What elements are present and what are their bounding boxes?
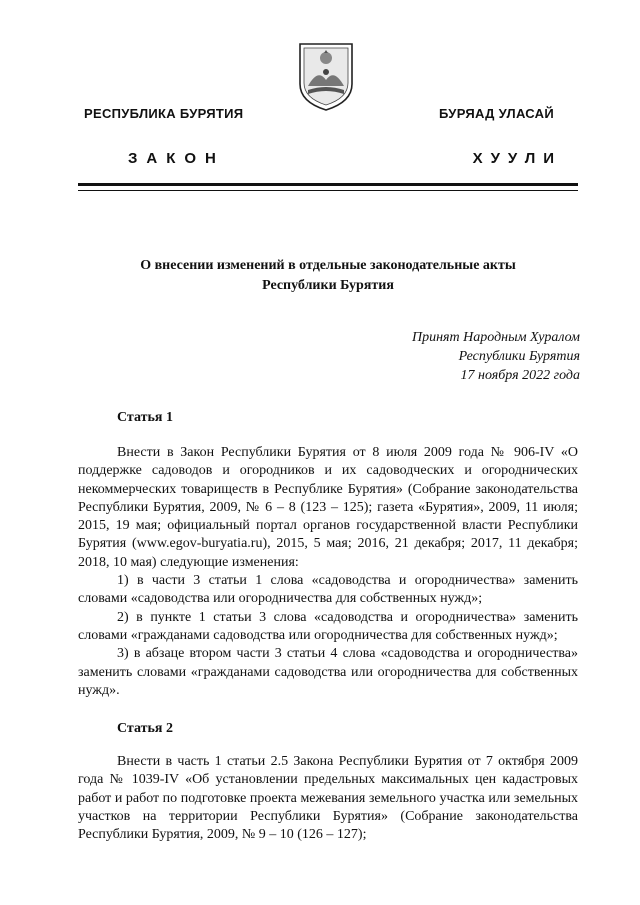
header-divider-thick bbox=[78, 183, 578, 186]
republic-name-bua: БУРЯАД УЛАСАЙ bbox=[438, 106, 554, 121]
document-title bbox=[78, 256, 578, 296]
title-line-2: Республики Бурятия bbox=[262, 278, 394, 293]
adoption-date: 17 ноября 2022 года bbox=[460, 368, 580, 383]
article-1-intro: Внести в Закон Республики Бурятия от 8 июля 2009 года № 906-IV «О поддержке садоводов и огородников и их садоводческих и огороднических некоммерческих товариществ в Республике Бурятия» (Собрание законодательства Республики Бурятия, 2009, № 6 – 8 (123 – 125); газета «Бурятия», 2009, 11 июля; 2015, 19 мая; официальный портал органов государственной власти Республики Бурятия (www.egov-buryatia.ru), 2015, 5 мая; 2016, 21 декабря; 2017, 11 декабря; 2018, 10 мая) следующие изменения: bbox=[78, 445, 578, 570]
article-2-body bbox=[78, 753, 578, 844]
republic-name-ru: РЕСПУБЛИКА БУРЯТИЯ bbox=[84, 106, 244, 121]
title-line-1: О внесении изменений в отдельные законодательные акты bbox=[140, 258, 516, 273]
article-1-item-2: 2) в пункте 1 статьи 3 слова «садоводства и огородничества» заменить словами «гражданами садоводства или огородничества для собственных нужд»; bbox=[78, 609, 578, 643]
law-label-ru: ЗАКОН bbox=[128, 150, 225, 167]
coat-of-arms-icon bbox=[296, 40, 356, 112]
article-1-heading: Статья 1 bbox=[117, 410, 173, 425]
adoption-line-1: Принят Народным Хуралом bbox=[411, 330, 580, 345]
article-1-item-1: 1) в части 3 статьи 1 слова «садоводства и огородничества» заменить словами «садоводства или огородничества для собственных нужд»; bbox=[78, 573, 578, 607]
header-divider-thin bbox=[78, 190, 578, 191]
article-1-body bbox=[78, 444, 578, 700]
adoption-note bbox=[412, 328, 580, 385]
adoption-line-2: Республики Бурятия bbox=[458, 349, 580, 364]
law-label-bua: ХУУЛИ bbox=[472, 150, 562, 167]
article-1-item-3: 3) в абзаце втором части 3 статьи 4 слова «садоводства и огородничества» заменить словами «гражданами садоводства или огородничества для собственных нужд». bbox=[78, 646, 578, 698]
article-2-intro: Внести в часть 1 статьи 2.5 Закона Республики Бурятия от 7 октября 2009 года № 1039-IV «Об установлении предельных максимальных цен кадастровых работ и работ по подготовке проекта межевания земельного участка или земельных участков на территории Республики Бурятия» (Собрание законодательства Республики Бурятия, 2009, № 9 – 10 (126 – 127); bbox=[78, 754, 578, 843]
article-2-heading: Статья 2 bbox=[117, 721, 173, 736]
